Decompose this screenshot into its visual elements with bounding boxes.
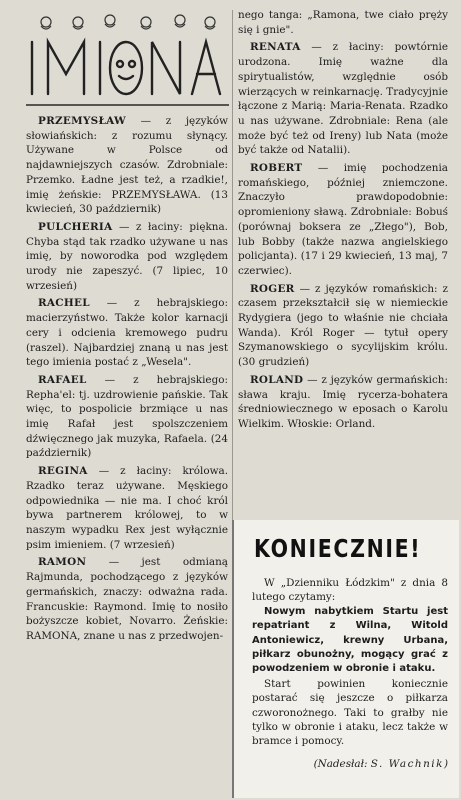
entry-text: — imię pochodzenia romańskiego, później zniemczone. Znaczyło prawdopodobnie: opromieniony sławą. Zdrobniale: Bobuś (porównaj boksera ze „Złego"), Bob, lub Bobby (także nazwa angielskiego policjanta). (17 i 29 kwiecień, 13 maj, 7 czerwiec). (238, 162, 448, 277)
header-divider (26, 104, 229, 106)
signature-name: S. Wachnik (370, 757, 444, 770)
signature-suffix: ) (443, 757, 448, 770)
box-intro: W „Dzienniku Łódzkim" z dnia 8 lutego czytamy: (252, 577, 448, 604)
entry-pulcheria (26, 220, 228, 294)
header-illustration (24, 12, 229, 104)
entry-name: RAMON (38, 556, 87, 569)
entry-text: — z hebrajskiego: Repha'el: tj. uzdrowienie pańskie. Tak więc, to pospolicie brzmiące u nas imię Rafał jest spolszczeniem dźwięcznego jak muzyka, Rafaela. (24 październik) (26, 373, 228, 460)
box-body (252, 576, 448, 771)
entry-regina (26, 464, 228, 552)
entry-text: nego tanga: „Ramona, twe ciało pręży się i gnie". (238, 9, 448, 36)
entry-przemyslaw (26, 114, 228, 217)
box-quote: Nowym nabytkiem Startu jest repatriant z Wilna, Witold Antoniewicz, krewny Urbana, piłkarz obunożny, mogący grać z powodzeniem w obronie i ataku. (252, 605, 448, 675)
entry-text: — z języków romańskich: z czasem przekształcił się w niemieckie Rydygiera (jego to właśnie nie chciała Wanda). Król Roger — tytuł opery Szymanowskiego o sycylijskim królu. (30 grudzień) (238, 282, 448, 369)
entry-renata (238, 40, 448, 158)
box-title: KONIECZNIE! (254, 534, 422, 563)
entry-rachel (26, 296, 228, 370)
left-column (26, 114, 228, 647)
entry-name: PRZEMYSŁAW (38, 115, 126, 127)
entry-text: — z hebrajskiego: macierzyństwo. Także kolor karnacji cery i odcienia kremowego pudru (raszel). Najbardziej znaną u nas jest tego imienia postać z „Wesela". (26, 297, 228, 369)
column-divider (232, 10, 233, 520)
entry-roland (238, 373, 448, 432)
decorative-heads-icon (24, 12, 229, 104)
entry-robert (238, 161, 448, 279)
entry-name: ROBERT (250, 162, 303, 175)
entry-name: ROLAND (250, 373, 304, 386)
entry-name: PULCHERIA (38, 220, 113, 233)
entry-text: — z łaciny: powtórnie urodzona. Imię ważne dla spirytualistów, względnie osób wierzących w reinkarnację. Tradycyjnie łączone z Marią: Maria-Renata. Rzadko u nas używane. Zdrobniale: Rena (ale może być też od Ireny) lub Nata (może być także od Natalii). (238, 41, 448, 157)
entry-name: RENATA (250, 41, 301, 54)
entry-name: ROGER (250, 282, 295, 295)
entry-ramon (26, 555, 228, 643)
entry-ramon-continuation (238, 8, 448, 37)
box-signature (252, 757, 448, 771)
entry-name: RACHEL (38, 297, 90, 310)
entry-text: — z łaciny: piękna. Chyba stąd tak rzadko używane u nas imię, by noworodka pod względem urody nie zapeszyć. (7 lipiec, 10 wrzesień) (26, 220, 228, 292)
right-column (238, 8, 448, 435)
entry-name: RAFAEL (38, 373, 87, 386)
entry-text: — z języków słowiańskich: z rozumu słynący. Używane w Polsce od najdawniejszych czasów. Zdrobniale: Przemko. Ładne jest też, a rzadkie!, imię żeńskie: PRZEMYSŁAWA. (13 kwiecień, 30 październik) (26, 115, 228, 216)
entry-text: — z łaciny: królowa. Rzadko teraz używane. Męskiego odpowiednika — nie ma. I choć król bywa partnerem królowej, to w naszym wypadku Rex jest wyłącznie psim imieniem. (7 wrzesień) (26, 465, 228, 551)
signature-prefix: (Nadesłał: (313, 757, 371, 770)
entry-text: — jest odmianą Rajmunda, pochodzącego z języków germańskich, znaczy: odważna rada. Francuskie: Raymond. Imię to nosiło bożyszcze kobiet, Novarro. Żeńskie: RAMONA, znane u nas z przedwojen- (26, 556, 228, 642)
entry-roger (238, 282, 448, 370)
entry-rafael (26, 373, 228, 461)
koniecznie-box (232, 520, 459, 798)
entry-text: — z języków germańskich: sława kraju. Imię rycerza-bohatera średniowiecznego w eposach o Karolu Wielkim. Włoskie: Orland. (238, 373, 448, 430)
box-comment: Start powinien koniecznie postarać się jeszcze o piłkarza czworonożnego. Taki to grałby nie tylko w obronie i ataku, lecz także w bramce i pomocy. (252, 677, 448, 748)
entry-name: REGINA (38, 465, 88, 478)
